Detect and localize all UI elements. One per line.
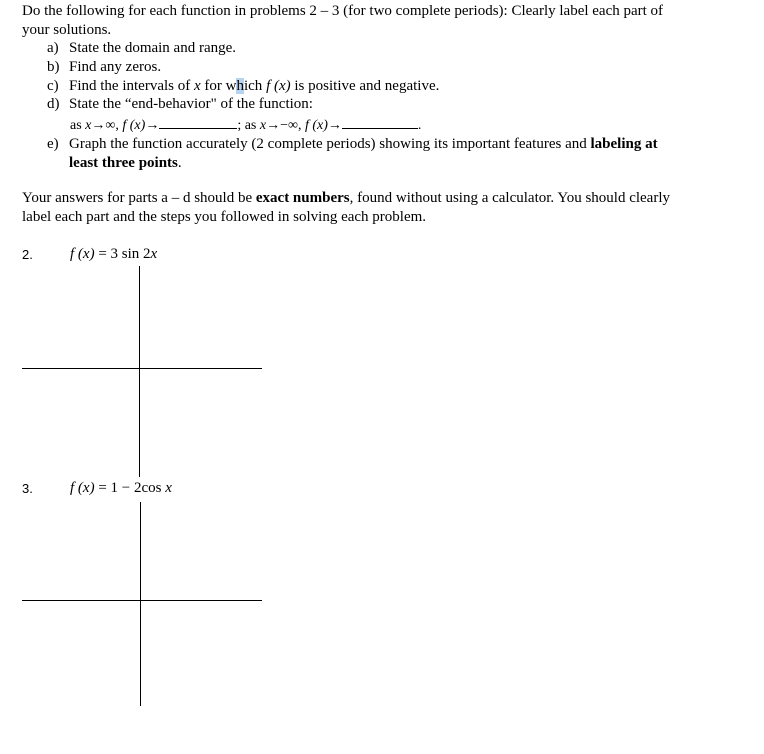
- item-e-text: Graph the function accurately (2 complete periods) showing its important features and: [69, 136, 587, 152]
- eb-arrow-2: →: [145, 118, 160, 133]
- eb-semi: ; as: [237, 118, 257, 133]
- item-e-bold-2: least three points: [69, 155, 178, 171]
- end-behavior-line: [70, 114, 421, 135]
- eb-arrow-3: →−∞,: [266, 118, 302, 133]
- item-a-label: a): [47, 40, 59, 56]
- item-c-post: is positive and negative.: [294, 78, 440, 94]
- item-c-mid2: ich: [243, 78, 263, 94]
- item-c-label: c): [47, 78, 59, 94]
- problem-2-var: x: [150, 246, 158, 262]
- eb-fx-2: f (x): [304, 118, 328, 133]
- problem-3-eq: = 1 − 2cos: [94, 480, 166, 496]
- answers-instructions-line-2: label each part and the steps you followed in solving each problem.: [22, 209, 427, 225]
- eb-x-2: x: [259, 118, 267, 133]
- item-e: [47, 135, 658, 154]
- problem-2-y-axis: [139, 266, 140, 477]
- item-c-highlight: h: [236, 78, 244, 94]
- problem-2-fx: f (x): [70, 246, 95, 262]
- problem-2-function: [70, 245, 157, 264]
- item-c-pre: Find the intervals of: [69, 78, 191, 94]
- answers-bold: exact numbers: [255, 190, 350, 206]
- item-b: [47, 58, 161, 77]
- item-e-bold-1: labeling at: [590, 136, 658, 152]
- answers-instructions-line-1: [22, 189, 670, 208]
- item-d-text: State the “end-behavior" of the function:: [69, 96, 313, 112]
- item-d: [47, 95, 313, 114]
- item-e-line-2: [69, 154, 182, 173]
- eb-fx-1: f (x): [122, 118, 146, 133]
- item-d-label: d): [47, 96, 60, 112]
- problem-2-x-axis: [22, 368, 262, 369]
- answers-pre: Your answers for parts a – d should be: [22, 190, 253, 206]
- item-a-text: State the domain and range.: [69, 40, 237, 56]
- item-c-mid1: for w: [204, 78, 237, 94]
- problem-3-x-axis: [22, 600, 262, 601]
- problem-3-y-axis: [140, 502, 141, 706]
- instructions-intro: [22, 2, 742, 40]
- eb-arrow-1: →∞,: [91, 118, 119, 133]
- eb-end: .: [417, 118, 422, 133]
- item-b-label: b): [47, 59, 60, 75]
- problem-2-eq: = 3 sin 2: [94, 246, 151, 262]
- eb-as-1: as: [70, 118, 82, 133]
- item-c: [47, 77, 439, 96]
- eb-arrow-4: →: [327, 118, 342, 133]
- problem-3-function: [70, 479, 172, 498]
- item-e-label: e): [47, 136, 59, 152]
- intro-line-1: Do the following for each function in problems 2 – 3 (for two complete periods): Clearly label each part of: [22, 3, 664, 19]
- item-c-var: x: [193, 78, 201, 94]
- item-c-fx: f (x): [266, 78, 291, 94]
- answers-post: , found without using a calculator. You should clearly: [349, 190, 671, 206]
- intro-line-2: your solutions.: [22, 22, 112, 38]
- problem-3-fx: f (x): [70, 480, 95, 496]
- answer-blank-2[interactable]: [342, 114, 418, 129]
- item-a: [47, 39, 236, 58]
- item-b-text: Find any zeros.: [69, 59, 162, 75]
- eb-x-1: x: [85, 118, 92, 133]
- item-e-end: .: [177, 155, 182, 171]
- answer-blank-1[interactable]: [159, 114, 237, 129]
- problem-2-number: 2.: [22, 247, 33, 262]
- problem-3-number: 3.: [22, 481, 33, 496]
- problem-3-var: x: [165, 480, 172, 496]
